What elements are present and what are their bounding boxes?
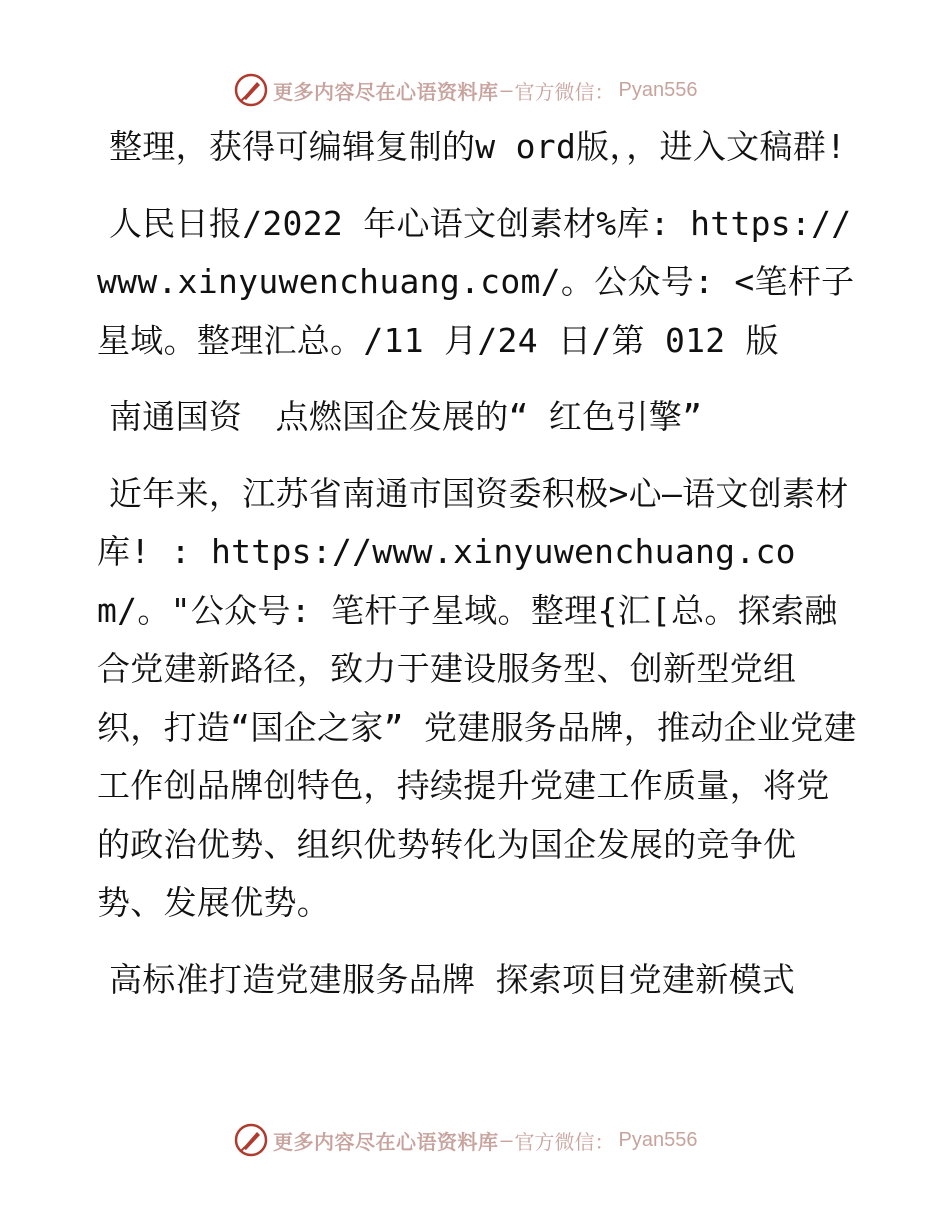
paragraph: 近年来，江苏省南通市国资委积极>心—语文创素材库! : https://www.xinyuwenchuang.com/。"公众号: 笔杆子星域。整理{汇[总。探索融合党建新路径，致力于建设服务型、创新型党组织，打造“国企之家” 党建服务品牌，推动企业党建工作创品牌创特色，持续提升党建工作质量，将党的政治优势、组织优势转化为国企发展的竞争优势、发展优势。 [97,473,857,922]
paragraph: 人民日报/2022 年心语文创素材%库: https://www.xinyuwenchuang.com/。公众号: <笔杆子星域。整理汇总。/11 月/24 日/第 012 版 [97,203,855,360]
article-title: 南通国资 点燃国企发展的“ 红色引擎” [109,397,703,436]
header-banner [233,70,698,110]
banner-text: 更多内容尽在心语资料库 [273,1129,499,1154]
banner-wechat-id: Pyan556 [618,1128,698,1151]
paragraph: 整理，获得可编辑复制的w ord版，，进入文稿群! [109,127,847,166]
banner-wechat-id: Pyan556 [618,78,698,101]
section-heading: 高标准打造党建服务品牌 探索项目党建新模式 [109,959,796,999]
footer-banner [233,1120,698,1160]
document-body [97,118,857,1027]
banner-separator: — [500,78,513,102]
quill-logo-icon [233,1122,269,1158]
banner-text: 更多内容尽在心语资料库 [273,79,499,104]
banner-separator: — [500,1128,513,1152]
quill-logo-icon [233,72,269,108]
banner-official-label: 官方微信： [514,1129,615,1154]
banner-official-label: 官方微信： [514,79,615,104]
